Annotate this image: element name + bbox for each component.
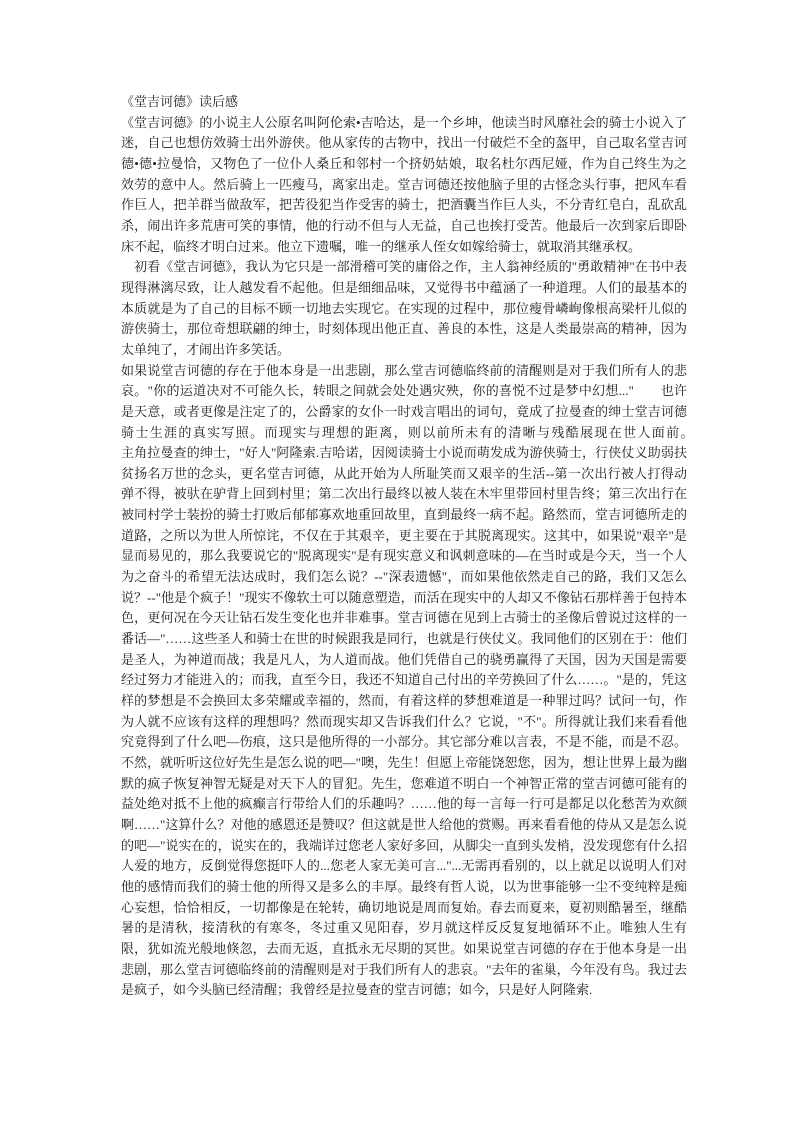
paragraph-first-impression: 初看《堂吉诃德》，我认为它只是一部滑稽可笑的庸俗之作，主人翁神经质的"勇敢精神"在书中表现得淋漓尽致，让人越发看不起他。但是细细品味，又觉得书中蕴涵了一种道理。人们的最基本的本质就是为了自己的目标不顾一切地去实现它。在实现的过程中，那位瘦骨嶙峋像根高梁杆儿似的游侠骑士，那位奇想联翩的绅士，时刻体现出他正直、善良的本性，这是人类最崇高的精神，因为太单纯了，才闹出许多笑话。 bbox=[121, 259, 687, 357]
document-text-block bbox=[121, 92, 740, 1001]
document-title: 《堂吉诃德》读后感 bbox=[121, 94, 239, 109]
paragraph-analysis: 如果说堂吉诃德的存在于他本身是一出悲剧，那么堂吉诃德临终前的清醒则是对于我们所有人的悲哀。"你的运道决对不可能久长，转眼之间就会处处遇灾殃，你的喜悦不过是梦中幻想..." 也许是天意，或者更像是注定了的，公爵家的女仆一时戏言唱出的词句，竟成了拉曼查的绅士堂吉诃德骑士生涯的真实写照。而现实与理想的距离，则以前所未有的清晰与残酷展现在世人面前。 主角拉曼查的绅士，"好人"阿隆索.吉哈诺，因阅读骑士小说而萌发成为游侠骑士，行侠仗义助弱扶贫扬名万世的念头，更名堂吉诃德，从此开始为人所耻笑而又艰辛的生活--第一次出行被人打得动弹不得，被驮在驴背上回到村里；第二次出行最终以被人装在木牢里带回村里告终；第三次出行在被同村学士装扮的骑士打败后郁郁寡欢地重回故里，直到最终一病不起。路然而，堂吉诃德所走的道路，之所以为世人所惊诧，不仅在于其艰辛，更主要在于其脱离现实。这其中，如果说"艰辛"是显而易见的，那么我要说它的"脱离现实"是有现实意义和讽刺意味的—在当时或是今天，当一个人为之奋斗的希望无法达成时，我们怎么说？--"深表遗憾"，而如果他依然走自己的路，我们又怎么说？--"他是个疯子！"现实不像软土可以随意塑造，而活在现实中的人却又不像钻石那样善于包持本色，更何况在今天让钻石发生变化也并非难事。堂吉诃德在见到上古骑士的圣像后曾说过这样的一番话—"……这些圣人和骑士在世的时候跟我是同行，也就是行侠仗义。我同他们的区别在于：他们是圣人，为神道而战；我是凡人，为人道而战。他们凭借自己的骁勇赢得了天国，因为天国是需要经过努力才能进入的；而我，直至今日，我还不知道自己付出的辛劳换回了什么……。"是的，凭这样的梦想是不会换回太多荣耀或幸福的，然而，有着这样的梦想难道是一种罪过吗？试问一句，作为人就不应该有这样的理想吗？然而现实却又告诉我们什么？它说，"不"。所得就让我们来看看他究竟得到了什么吧—伤痕，这只是他所得的一小部分。其它部分难以言表，不是不能，而是不忍。不然，就听听这位好先生是怎么说的吧—"噢，先生！但愿上帝能饶恕您，因为，想让世界上最为幽默的疯子恢复神智无疑是对天下人的冒犯。先生，您难道不明白一个神智正常的堂吉诃德可能有的益处绝对抵不上他的疯癫言行带给人们的乐趣吗？……他的每一言每一行可是都足以化愁苦为欢颜啊……"这算什么？对他的感恩还是赞叹？但这就是世人给他的赏赐。再来看看他的侍从又是怎么说的吧—"说实在的，说实在的，我端详过您老人家好多回，从脚尖一直到头发梢，没发现您有什么招人爱的地方，反倒觉得您挺吓人的...您老人家无美可言..."...无需再看别的，以上就足以说明人们对他的感情而我们的骑士他的所得又是多么的丰厚。最终有哲人说，以为世事能够一尘不变纯粹是痴心妄想，恰恰相反，一切都像是在轮转，确切地说是周而复始。春去而夏来，夏初则酷暑至，继酷暑的是清秋，接清秋的有寒冬，冬过重又见阳春，岁月就这样反反复复地循环不止。唯独人生有限，犹如流光般地倏忽，去而无返，直抵永无尽期的冥世。如果说堂吉诃德的存在于他本身是一出悲剧，那么堂吉诃德临终前的清醒则是对于我们所有人的悲哀。"去年的雀巢，今年没有鸟。我过去是疯子，如今头脑已经清醒；我曾经是拉曼查的堂吉诃德；如今，只是好人阿隆索. bbox=[121, 362, 740, 998]
paragraph-plot-summary: 《堂吉诃德》的小说主人公原名叫阿伦索•吉哈达，是一个乡坤，他读当时风靡社会的骑士小说入了迷，自己也想仿效骑士出外游侠。他从家传的古物中，找出一付破烂不全的盔甲，自己取名堂吉诃德•德•拉曼恰，又物色了一位仆人桑丘和邻村一个挤奶姑娘，取名杜尔西尼娅，作为自己终生为之效劳的意中人。然后骑上一匹瘦马，离家出走。堂吉诃德还按他脑子里的古怪念头行事，把风车看作巨人，把羊群当做敌军，把苦役犯当作受害的骑士，把酒囊当作巨人头，不分青红皂白，乱砍乱杀，闹出许多荒唐可笑的事情，他的行动不但与人无益，自己也挨打受苦。他最后一次到家后即卧床不起，临终才明白过来。他立下遗嘱，唯一的继承人侄女如嫁给骑士，就取消其继承权。 bbox=[121, 114, 687, 254]
